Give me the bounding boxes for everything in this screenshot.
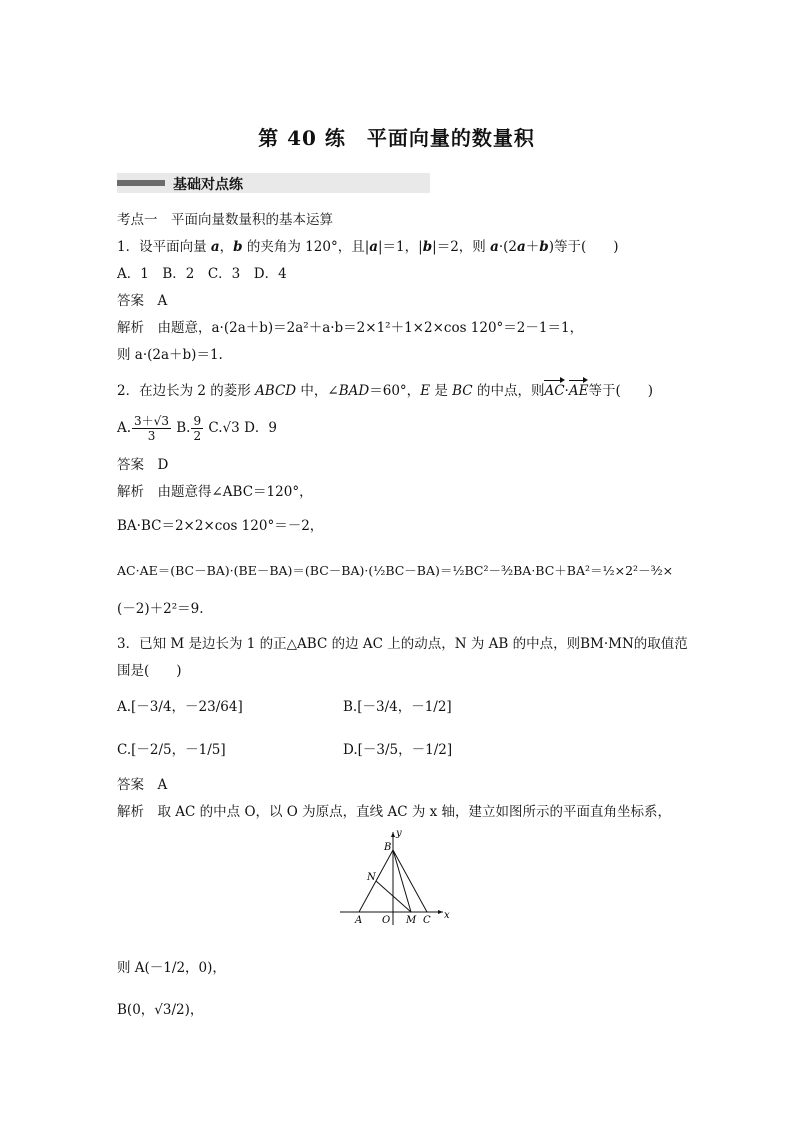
section-title: 基础对点练 [173,177,243,193]
q3-analysis-2: 则 A(－1/2，0)， [117,960,226,976]
label-b: B [384,842,392,853]
q2-stem: 2．在边长为 2 的菱形 ABCD 中，∠BAD＝60°，E 是 BC 的中点，则AC·AE等于( ) [117,383,653,399]
q3-option-c: C.[－2/5，－1/5] [117,742,226,758]
coordinate-figure [335,826,455,926]
label-o: O [382,915,391,926]
q2-analysis-1: 解析 由题意得∠ABC＝120°， [117,484,313,500]
q3-option-d: D.[－3/5，－1/2] [343,742,453,758]
q2-analysis-4: (－2)＋2²＝9. [117,601,204,617]
triangle-diagram [335,826,455,926]
q1-stem: 1．设平面向量 a，b 的夹角为 120°，且|a|＝1，|b|＝2，则 a·(2a＋b)等于( ) [117,239,619,255]
segment-bm [393,850,411,912]
q2-option-b-fraction: $\frac{9}{2}$ [193,414,202,443]
q3-option-b: B.[－3/4，－1/2] [343,699,452,715]
label-x: x [444,910,450,921]
q1-answer: 答案 A [117,293,168,309]
side-bc [393,850,427,912]
q3-analysis-3: B(0，√3/2)， [117,1002,204,1018]
q2-analysis-3: AC·AE＝(BC－BA)·(BE－BA)＝(BC－BA)·(½BC－BA)＝½BC²－³⁄₂BA·BC＋BA²＝½×2²－³⁄₂× [117,563,674,578]
q3-option-a: A.[－3/4，－23/64] [117,699,243,715]
section-header [117,173,430,193]
q2-analysis-2: BA·BC＝2×2×cos 120°＝－2， [117,518,324,534]
q2-options: A. $\frac{3+√3}{3}$ B. $\frac{9}{2}$ C.√3 D．9 [117,414,277,443]
q3-analysis-1: 解析 取 AC 的中点 O，以 O 为原点，直线 AC 为 x 轴，建立如图所示的平面直角坐标系， [117,804,672,820]
label-y: y [396,828,402,839]
section-bar-mark [117,180,165,186]
topic-heading: 考点一 平面向量数量积的基本运算 [117,212,333,228]
q2-option-a-fraction: $\frac{3+√3}{3}$ [134,414,169,443]
label-a: A [355,915,363,926]
q3-stem-2: 围是( ) [117,663,182,679]
q1-analysis-1: 解析 由题意，a·(2a＋b)＝2a²＋a·b＝2×1²＋1×2×cos 120°＝2－1＝1， [117,320,584,336]
q3-answer: 答案 A [117,777,168,793]
label-n: N [367,872,376,883]
label-c: C [423,915,431,926]
q1-options: A．1 B．2 C．3 D．4 [117,266,287,282]
q2-answer: 答案 D [117,457,169,473]
y-axis-arrow [391,832,395,837]
q1-analysis-2: 则 a·(2a＋b)＝1. [117,347,223,363]
q3-stem-1: 3．已知 M 是边长为 1 的正△ABC 的边 AC 上的动点，N 为 AB 的中点，则BM·MN的取值范 [117,636,688,652]
label-m: M [406,915,417,926]
page-title: 第 40 练 平面向量的数量积 [258,126,535,150]
x-axis-arrow [438,910,443,914]
